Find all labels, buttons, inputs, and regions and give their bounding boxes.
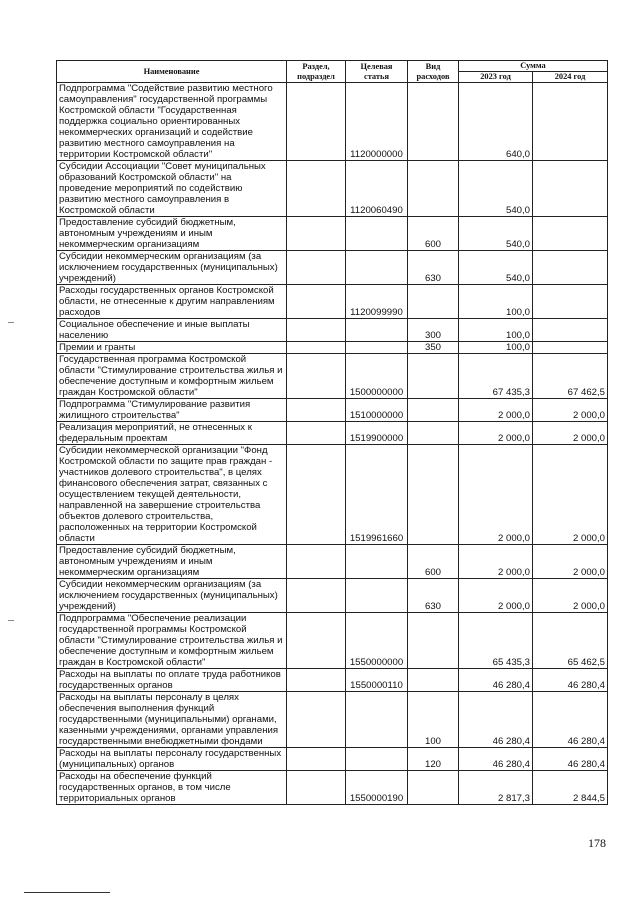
row-2024: 2 844,5 (533, 771, 608, 805)
row-section (287, 161, 346, 217)
row-type: 100 (408, 692, 459, 748)
row-section (287, 217, 346, 251)
row-target (346, 692, 408, 748)
row-section (287, 579, 346, 613)
row-target (346, 748, 408, 771)
row-2023: 540,0 (459, 251, 533, 285)
row-target: 1500000000 (346, 354, 408, 399)
header-target: Целевая статья (346, 61, 408, 83)
page-number: 178 (588, 836, 606, 850)
row-2024: 2 000,0 (533, 422, 608, 445)
header-type: Вид расходов (408, 61, 459, 83)
row-type: 350 (408, 342, 459, 354)
row-2024 (533, 342, 608, 354)
scan-mark (8, 620, 14, 621)
row-type (408, 445, 459, 545)
row-section (287, 399, 346, 422)
row-type (408, 669, 459, 692)
row-section (287, 771, 346, 805)
row-2024: 67 462,5 (533, 354, 608, 399)
row-2024: 46 280,4 (533, 669, 608, 692)
row-2024: 65 462,5 (533, 613, 608, 669)
row-2024: 2 000,0 (533, 445, 608, 545)
row-2024 (533, 83, 608, 161)
row-section (287, 545, 346, 579)
row-2023: 2 817,3 (459, 771, 533, 805)
row-2023: 100,0 (459, 342, 533, 354)
row-2023: 46 280,4 (459, 692, 533, 748)
table-row (57, 445, 608, 545)
row-section (287, 342, 346, 354)
row-name: Расходы на выплаты персоналу в целях обеспечения выполнения функций государственными (муниципальными) органами, казенными учреждениями, органами управления государственными внебюджетными фондами (57, 692, 287, 748)
row-2023: 2 000,0 (459, 399, 533, 422)
row-type (408, 354, 459, 399)
row-section (287, 748, 346, 771)
row-target (346, 342, 408, 354)
row-target: 1120000000 (346, 83, 408, 161)
row-2024 (533, 251, 608, 285)
row-2024: 2 000,0 (533, 399, 608, 422)
row-name: Субсидии некоммерческой организации "Фонд Костромской области по защите прав граждан - участников долевого строительства", в целях финансового обеспечения затрат, связанных с осуществлением текущей деятельности, направленной на завершение строительства объектов долевого строительства, расположенных на территории Костромской области (57, 445, 287, 545)
header-2024: 2024 год (533, 72, 608, 83)
row-2023: 46 280,4 (459, 748, 533, 771)
row-name: Реализация мероприятий, не отнесенных к федеральным проектам (57, 422, 287, 445)
row-name: Премии и гранты (57, 342, 287, 354)
row-type (408, 161, 459, 217)
row-2024 (533, 161, 608, 217)
table-row (57, 748, 608, 771)
row-2023: 2 000,0 (459, 422, 533, 445)
table-row (57, 422, 608, 445)
table-row (57, 342, 608, 354)
row-2023: 46 280,4 (459, 669, 533, 692)
row-name: Субсидии некоммерческим организациям (за исключением государственных (муниципальных) учреждений) (57, 251, 287, 285)
row-section (287, 83, 346, 161)
row-2024 (533, 319, 608, 342)
row-section (287, 669, 346, 692)
row-name: Подпрограмма "Обеспечение реализации государственной программы Костромской области "Стимулирование строительства жилья и обеспечение доступным и комфортным жильем граждан в Костромской области" (57, 613, 287, 669)
table-row (57, 217, 608, 251)
row-section (287, 319, 346, 342)
row-2023: 540,0 (459, 217, 533, 251)
row-target: 1120060490 (346, 161, 408, 217)
row-2023: 100,0 (459, 285, 533, 319)
row-2023: 640,0 (459, 83, 533, 161)
row-section (287, 445, 346, 545)
table-row (57, 354, 608, 399)
row-name: Предоставление субсидий бюджетным, автономным учреждениям и иным некоммерческим организациям (57, 545, 287, 579)
row-2024: 46 280,4 (533, 692, 608, 748)
row-type: 630 (408, 579, 459, 613)
row-type: 600 (408, 217, 459, 251)
row-name: Расходы государственных органов Костромской области, не отнесенные к другим направлениям расходов (57, 285, 287, 319)
table-row (57, 319, 608, 342)
table-row (57, 285, 608, 319)
row-target (346, 319, 408, 342)
row-target: 1120099990 (346, 285, 408, 319)
row-name: Подпрограмма "Содействие развитию местного самоуправления" государственной программы Костромской области "Государственная поддержка социально ориентированных некоммерческих организаций и содействие развитию местного самоуправления на территории Костромской области" (57, 83, 287, 161)
row-type (408, 771, 459, 805)
table-row (57, 251, 608, 285)
row-2024: 2 000,0 (533, 545, 608, 579)
row-type (408, 422, 459, 445)
row-section (287, 354, 346, 399)
table-row (57, 771, 608, 805)
footnote-rule (24, 892, 110, 893)
row-type (408, 285, 459, 319)
row-name: Подпрограмма "Стимулирование развития жилищного строительства" (57, 399, 287, 422)
table-row (57, 579, 608, 613)
row-type (408, 399, 459, 422)
table-row (57, 545, 608, 579)
table-body (57, 83, 608, 805)
table-row (57, 161, 608, 217)
table-row (57, 692, 608, 748)
header-name: Наименование (57, 61, 287, 83)
row-target: 1550000190 (346, 771, 408, 805)
row-target: 1519961660 (346, 445, 408, 545)
row-2023: 2 000,0 (459, 579, 533, 613)
row-section (287, 692, 346, 748)
row-name: Государственная программа Костромской области "Стимулирование строительства жилья и обеспечение доступным и комфортным жильем граждан Костромской области" (57, 354, 287, 399)
budget-table (56, 60, 608, 805)
table-row (57, 83, 608, 161)
row-section (287, 251, 346, 285)
row-2024 (533, 217, 608, 251)
row-target (346, 579, 408, 613)
table-row (57, 669, 608, 692)
row-name: Расходы на обеспечение функций государственных органов, в том числе территориальных органов (57, 771, 287, 805)
row-target (346, 545, 408, 579)
row-2023: 2 000,0 (459, 545, 533, 579)
row-name: Предоставление субсидий бюджетным, автономным учреждениям и иным некоммерческим организациям (57, 217, 287, 251)
row-2023: 65 435,3 (459, 613, 533, 669)
row-2023: 100,0 (459, 319, 533, 342)
table-row (57, 399, 608, 422)
row-2023: 540,0 (459, 161, 533, 217)
row-section (287, 422, 346, 445)
row-type: 630 (408, 251, 459, 285)
header-2023: 2023 год (459, 72, 533, 83)
row-section (287, 613, 346, 669)
row-target (346, 217, 408, 251)
row-type (408, 613, 459, 669)
scan-mark (8, 322, 14, 323)
row-section (287, 285, 346, 319)
row-target: 1550000000 (346, 613, 408, 669)
row-name: Субсидии Ассоциации "Совет муниципальных образований Костромской области" на проведение мероприятий по содействию развитию местного самоуправления в Костромской области (57, 161, 287, 217)
row-type: 600 (408, 545, 459, 579)
row-target: 1519900000 (346, 422, 408, 445)
row-2024: 2 000,0 (533, 579, 608, 613)
row-2024 (533, 285, 608, 319)
row-name: Субсидии некоммерческим организациям (за исключением государственных (муниципальных) учреждений) (57, 579, 287, 613)
row-target: 1510000000 (346, 399, 408, 422)
row-name: Расходы на выплаты персоналу государственных (муниципальных) органов (57, 748, 287, 771)
row-2023: 67 435,3 (459, 354, 533, 399)
row-target: 1550000110 (346, 669, 408, 692)
table-row (57, 613, 608, 669)
row-2024: 46 280,4 (533, 748, 608, 771)
row-name: Социальное обеспечение и иные выплаты населению (57, 319, 287, 342)
row-target (346, 251, 408, 285)
row-2023: 2 000,0 (459, 445, 533, 545)
row-type: 120 (408, 748, 459, 771)
row-type (408, 83, 459, 161)
header-sum: Сумма (459, 61, 608, 72)
row-name: Расходы на выплаты по оплате труда работников государственных органов (57, 669, 287, 692)
header-section: Раздел, подраздел (287, 61, 346, 83)
row-type: 300 (408, 319, 459, 342)
